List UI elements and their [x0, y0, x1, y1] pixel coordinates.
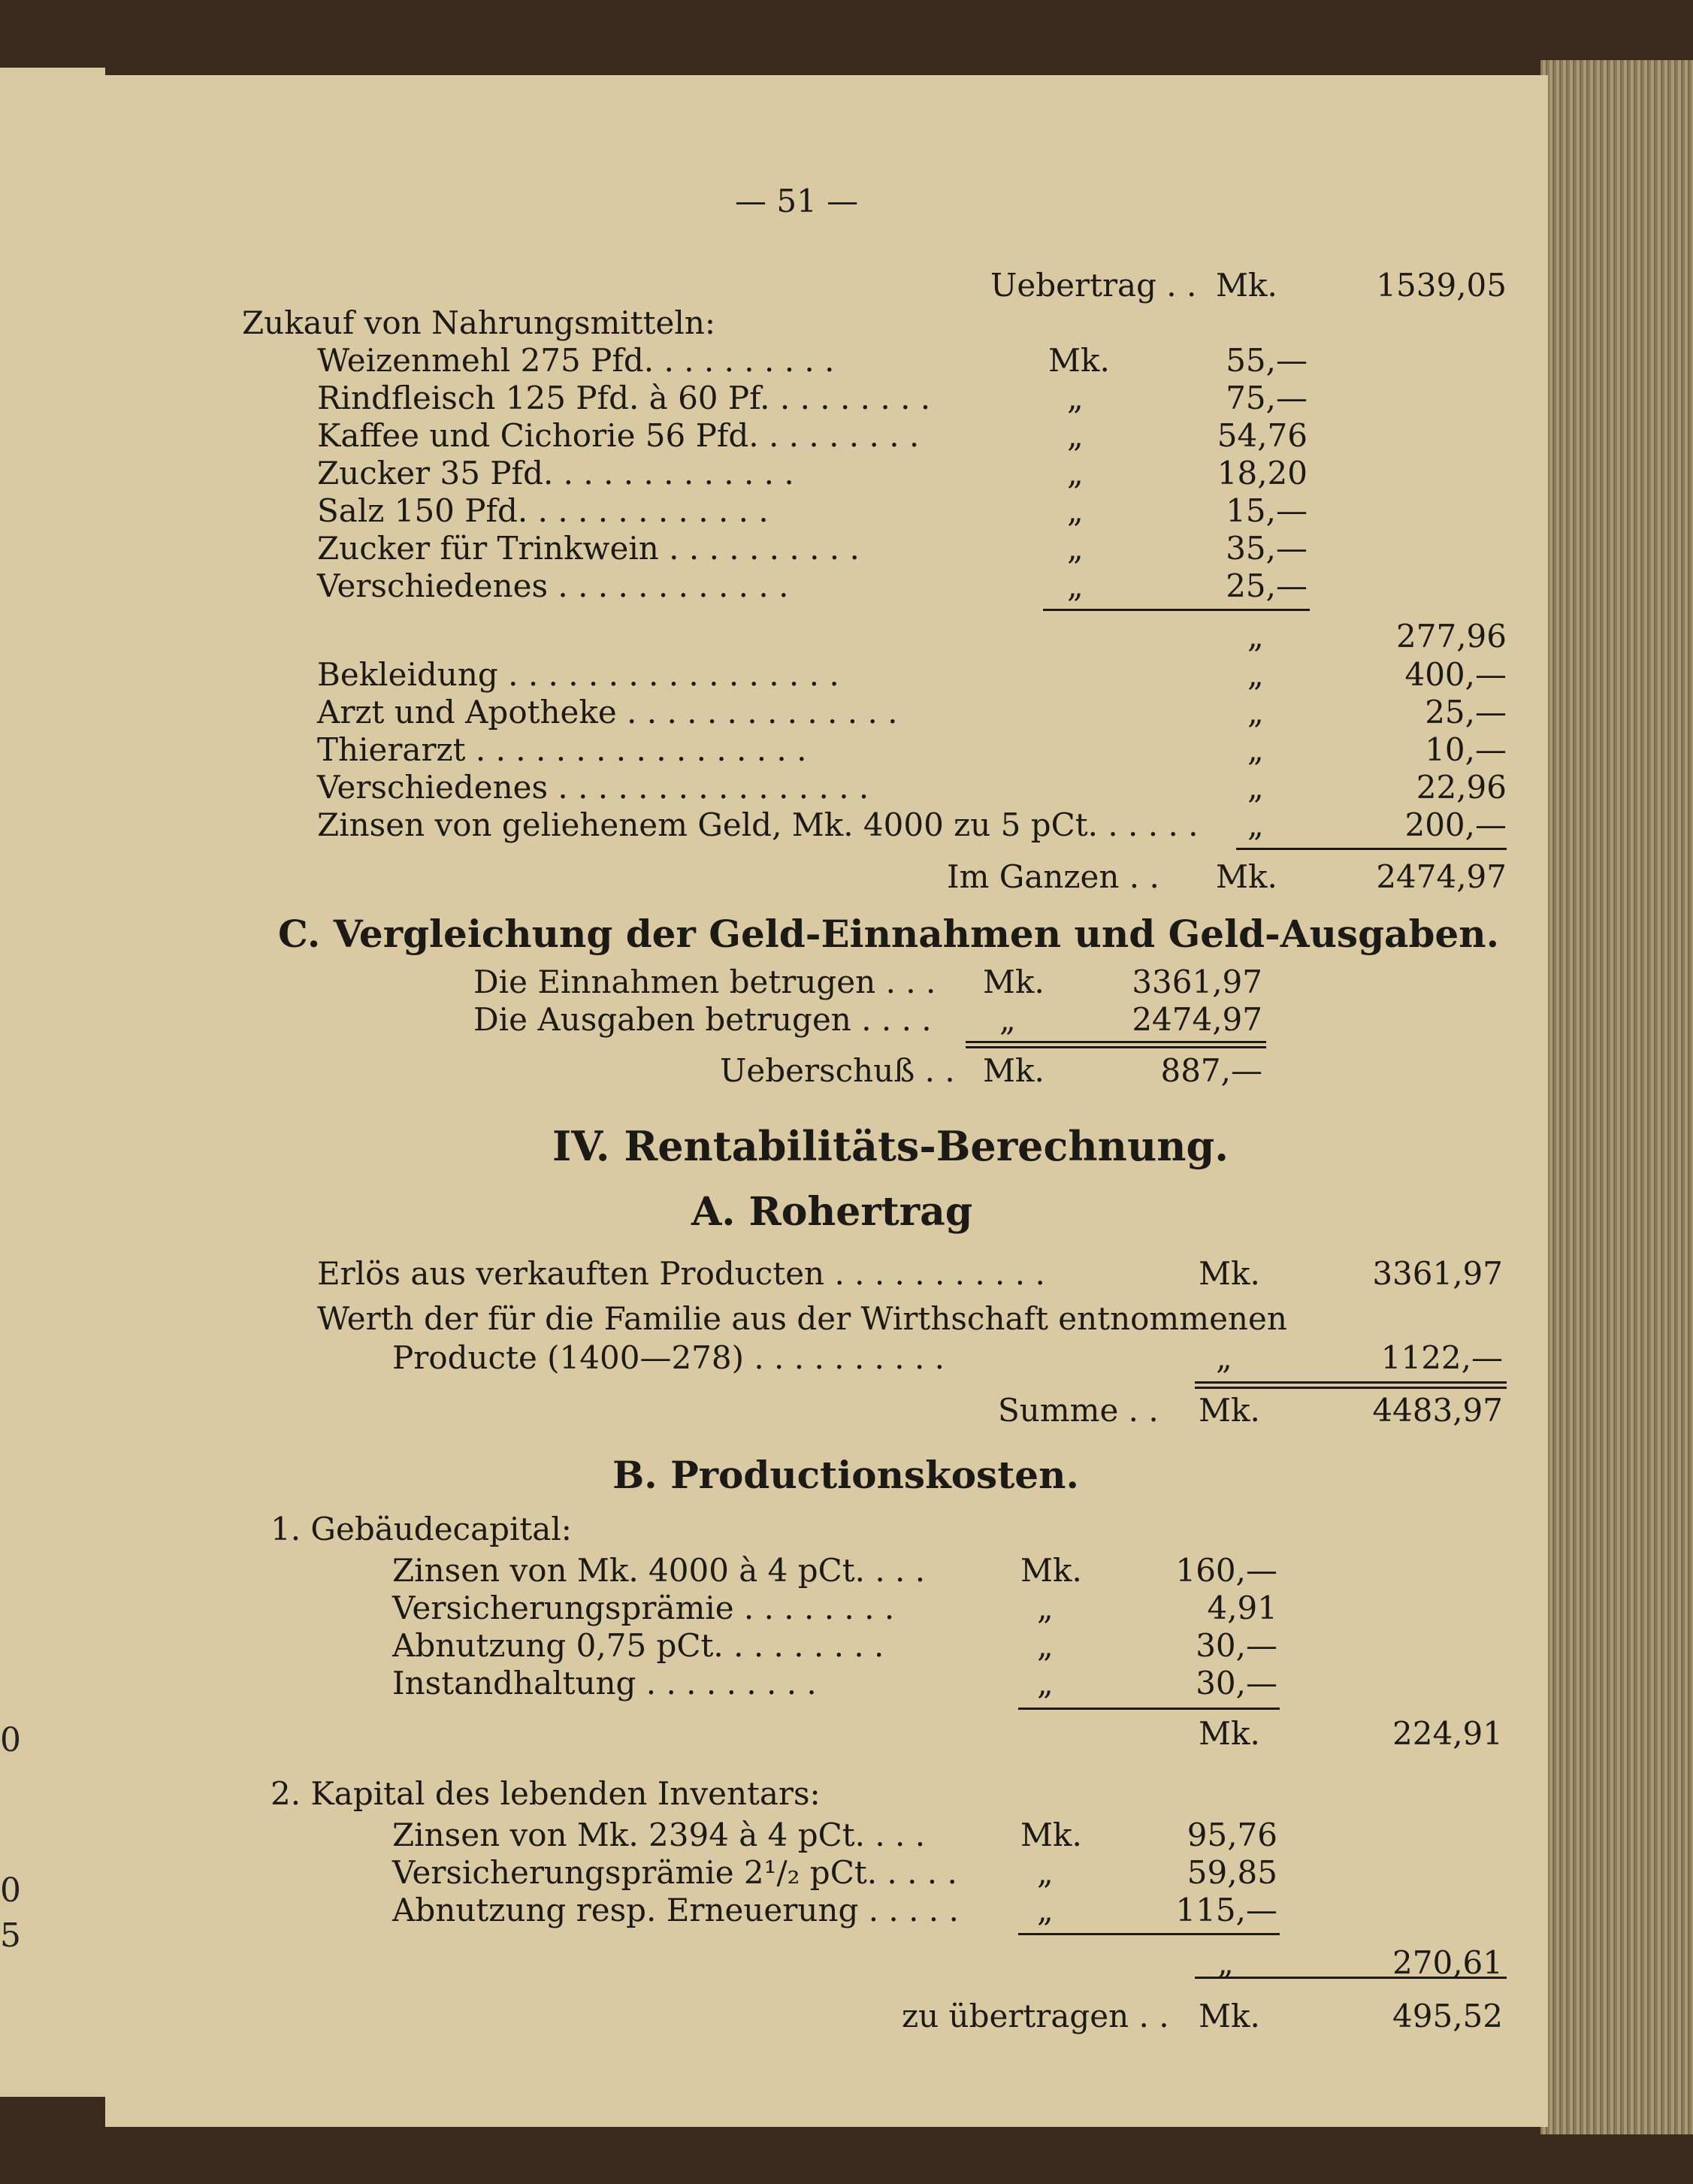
carry-label: Uebertrag . .: [990, 267, 1197, 304]
left-facing-page: [0, 68, 105, 2097]
food-total-amount: 277,96: [1396, 618, 1507, 655]
sum-amount: 4483,97: [1372, 1392, 1503, 1429]
food-item-label: Kaffee und Cichorie 56 Pfd. . . . . . . . .: [317, 417, 920, 454]
subsection-b-heading: B. Productionskosten.: [612, 1453, 1079, 1497]
food-item-label: Verschiedenes . . . . . . . . . . . .: [317, 567, 789, 604]
subtotal-rule: [1043, 609, 1310, 611]
sum-currency: Mk.: [1199, 1392, 1260, 1429]
family-use-amount: 1122,—: [1380, 1339, 1503, 1376]
cost-label: Zinsen von Mk. 2394 à 4 pCt. . . .: [392, 1816, 926, 1853]
food-total-currency: „: [1247, 618, 1264, 655]
cost-label: Versicherungsprämie 2¹/₂ pCt. . . . .: [392, 1854, 957, 1891]
page-number: — 51 —: [735, 183, 859, 219]
capital-1-title: 1. Gebäudecapital:: [271, 1511, 572, 1547]
expense-label: Arzt und Apotheke . . . . . . . . . . . . . .: [317, 694, 898, 731]
grand-total-amount: 2474,97: [1376, 858, 1507, 895]
food-title: Zukauf von Nahrungsmitteln:: [242, 304, 716, 341]
cost-amount: 115,—: [1175, 1892, 1277, 1928]
carry-out-amount: 495,52: [1392, 1998, 1503, 2034]
cost-amount: 95,76: [1187, 1816, 1277, 1853]
double-rule: [966, 1041, 1266, 1048]
carry-currency: Mk.: [1216, 267, 1277, 304]
total-rule: [1236, 848, 1507, 850]
expense-amount: 25,—: [1425, 694, 1507, 731]
grand-total-label: Im Ganzen . .: [947, 858, 1159, 895]
food-item-label: Weizenmehl 275 Pfd. . . . . . . . . .: [317, 342, 835, 379]
carry-out-label: zu übertragen . .: [902, 1998, 1169, 2034]
expense-currency: „: [1247, 769, 1264, 806]
comparison-amount: 2474,97: [1132, 1001, 1262, 1038]
carry-out-currency: Mk.: [1199, 1998, 1260, 2034]
food-item-amount: 18,20: [1217, 455, 1308, 492]
surplus-amount: 887,—: [1160, 1052, 1262, 1089]
food-item-amount: 54,76: [1217, 417, 1308, 454]
sum-label: Summe . .: [998, 1392, 1159, 1429]
food-item-amount: 15,—: [1226, 492, 1308, 529]
cost-currency: Mk.: [1020, 1816, 1082, 1853]
expense-currency: „: [1247, 806, 1264, 843]
expense-label: Zinsen von geliehenem Geld, Mk. 4000 zu 5 pCt. . . . . .: [317, 806, 1199, 843]
subtotal-rule: [1018, 1708, 1280, 1710]
cost-currency: „: [1037, 1627, 1054, 1664]
food-item-amount: 35,—: [1226, 530, 1308, 567]
comparison-amount: 3361,97: [1132, 963, 1262, 1000]
capital-2-total-amount: 270,61: [1392, 1944, 1503, 1981]
cost-currency: „: [1037, 1590, 1054, 1626]
document-page: [105, 75, 1548, 2127]
food-item-label: Rindfleisch 125 Pfd. à 60 Pf. . . . . . . . .: [317, 380, 931, 416]
revenue-amount: 3361,97: [1372, 1255, 1503, 1292]
food-item-currency: „: [1067, 530, 1084, 567]
total-rule: [1195, 1977, 1507, 1979]
expense-amount: 10,—: [1425, 731, 1507, 768]
comparison-label: Die Einnahmen betrugen . . .: [473, 963, 936, 1000]
revenue-label: Erlös aus verkauften Producten . . . . . . . . . . .: [317, 1255, 1045, 1292]
expense-amount: 200,—: [1404, 806, 1507, 843]
cost-label: Instandhaltung . . . . . . . . .: [392, 1665, 817, 1702]
food-item-currency: Mk.: [1048, 342, 1110, 379]
cost-label: Abnutzung resp. Erneuerung . . . . .: [392, 1892, 959, 1928]
section-c-heading: C. Vergleichung der Geld-Einnahmen und Geld-Ausgaben.: [278, 912, 1499, 956]
subtotal-rule: [1018, 1933, 1280, 1935]
cost-amount: 59,85: [1187, 1854, 1277, 1891]
expense-label: Bekleidung . . . . . . . . . . . . . . . . .: [317, 656, 839, 693]
food-item-amount: 75,—: [1226, 380, 1308, 416]
cost-currency: „: [1037, 1854, 1054, 1891]
food-item-currency: „: [1067, 492, 1084, 529]
cost-label: Abnutzung 0,75 pCt. . . . . . . . .: [392, 1627, 884, 1664]
food-item-amount: 25,—: [1226, 567, 1308, 604]
capital-2-title: 2. Kapital des lebenden Inventars:: [271, 1775, 821, 1812]
cost-amount: 160,—: [1175, 1552, 1277, 1589]
margin-digit: 5: [0, 1916, 21, 1955]
cost-label: Versicherungsprämie . . . . . . . .: [392, 1590, 895, 1626]
cost-amount: 4,91: [1207, 1590, 1277, 1626]
expense-label: Verschiedenes . . . . . . . . . . . . . . . .: [317, 769, 869, 806]
cost-currency: Mk.: [1020, 1552, 1082, 1589]
family-use-label: Werth der für die Familie aus der Wirthschaft entnommenen: [317, 1300, 1287, 1337]
cost-amount: 30,—: [1196, 1665, 1277, 1702]
grand-total-currency: Mk.: [1216, 858, 1277, 895]
expense-currency: „: [1247, 694, 1264, 731]
food-item-currency: „: [1067, 455, 1084, 492]
book-page-edges: [1540, 60, 1693, 2134]
revenue-currency: Mk.: [1199, 1255, 1260, 1292]
carry-amount: 1539,05: [1376, 267, 1507, 304]
capital-2-total-currency: „: [1217, 1944, 1234, 1981]
margin-digit: 0: [0, 1871, 21, 1910]
margin-digit: 0: [0, 1721, 21, 1759]
capital-1-total-amount: 224,91: [1392, 1715, 1503, 1752]
surplus-currency: Mk.: [983, 1052, 1045, 1089]
expense-amount: 22,96: [1416, 769, 1507, 806]
comparison-currency: Mk.: [983, 963, 1045, 1000]
cost-currency: „: [1037, 1665, 1054, 1702]
food-item-currency: „: [1067, 380, 1084, 416]
food-item-label: Zucker für Trinkwein . . . . . . . . . .: [317, 530, 860, 567]
expense-currency: „: [1247, 731, 1264, 768]
cost-label: Zinsen von Mk. 4000 à 4 pCt. . . .: [392, 1552, 926, 1589]
capital-1-total-currency: Mk.: [1199, 1715, 1260, 1752]
family-use-label: Producte (1400—278) . . . . . . . . . .: [392, 1339, 945, 1376]
food-item-label: Salz 150 Pfd. . . . . . . . . . . . .: [317, 492, 769, 529]
comparison-label: Die Ausgaben betrugen . . . .: [473, 1001, 932, 1038]
food-item-currency: „: [1067, 417, 1084, 454]
subsection-a-heading: A. Rohertrag: [691, 1189, 973, 1235]
cost-amount: 30,—: [1196, 1627, 1277, 1664]
surplus-label: Ueberschuß . .: [720, 1052, 955, 1089]
food-item-currency: „: [1067, 567, 1084, 604]
cost-currency: „: [1037, 1892, 1054, 1928]
expense-amount: 400,—: [1404, 656, 1507, 693]
food-item-label: Zucker 35 Pfd. . . . . . . . . . . . .: [317, 455, 794, 492]
double-rule: [1195, 1381, 1507, 1389]
expense-label: Thierarzt . . . . . . . . . . . . . . . . .: [317, 731, 807, 768]
section-iv-heading: IV. Rentabilitäts-Berechnung.: [552, 1122, 1229, 1170]
expense-currency: „: [1247, 656, 1264, 693]
family-use-currency: „: [1216, 1339, 1232, 1376]
food-item-amount: 55,—: [1226, 342, 1308, 379]
comparison-currency: „: [999, 1001, 1016, 1038]
